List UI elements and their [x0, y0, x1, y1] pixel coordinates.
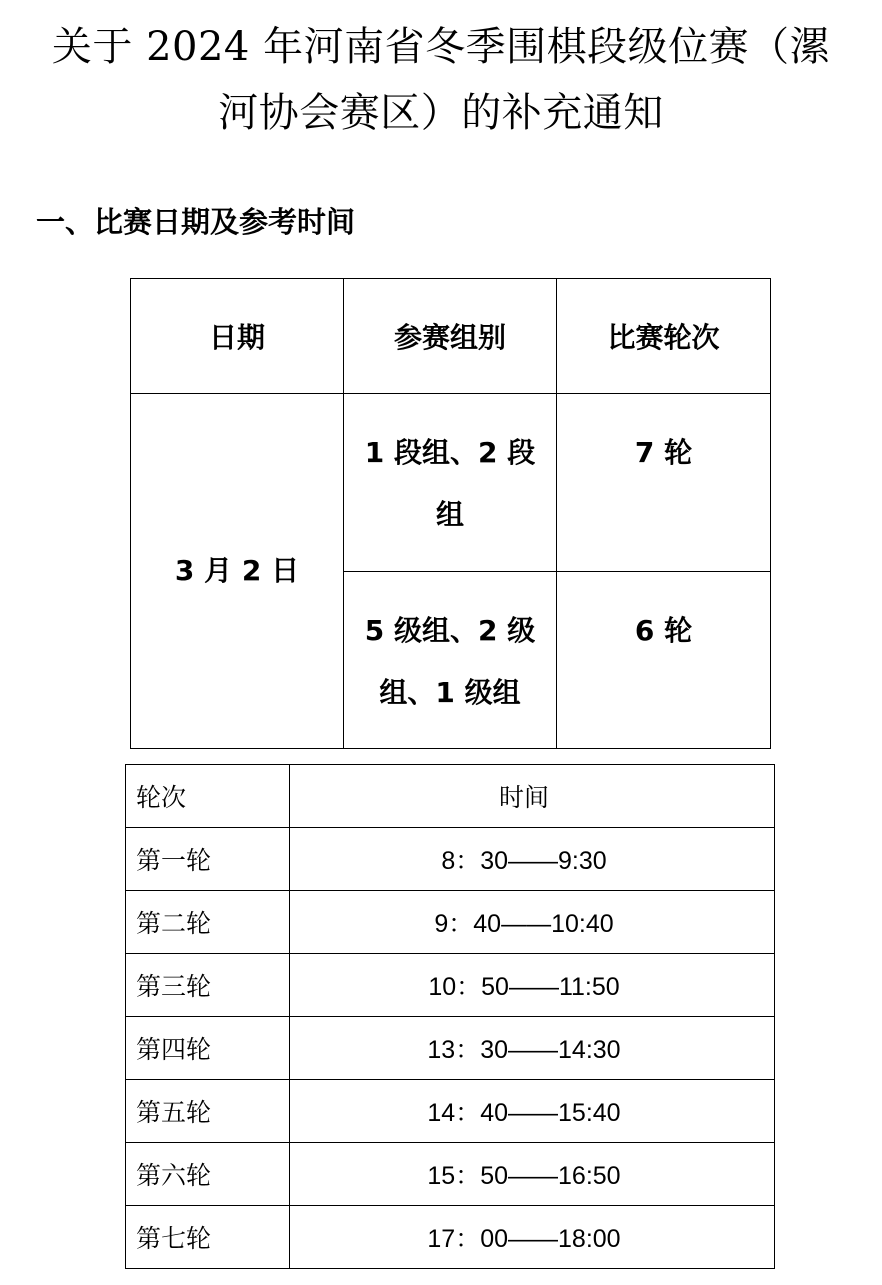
schedule-table — [130, 278, 771, 749]
schedule-date-cell — [131, 394, 344, 749]
round-time: 15：50——16:50 — [290, 1143, 775, 1206]
round-label: 第五轮 — [126, 1080, 290, 1143]
document-title-line-1: 关于 2024 年河南省冬季围棋段级位赛（漯 — [51, 24, 831, 70]
schedule-rounds-cell — [557, 394, 771, 572]
schedule-group-cell — [344, 394, 557, 572]
table-row — [126, 891, 775, 954]
round-label: 第四轮 — [126, 1017, 290, 1080]
table-row — [126, 828, 775, 891]
round-label: 第七轮 — [126, 1206, 290, 1269]
table-row — [126, 1143, 775, 1206]
schedule-group: 5 级组、2 级组、1 级组 — [364, 614, 536, 709]
round-label: 第三轮 — [126, 954, 290, 1017]
schedule-header-group: 参赛组别 — [344, 279, 557, 394]
round-times-header-time: 时间 — [290, 765, 775, 828]
document-title-line-2: 河协会赛区）的补充通知 — [218, 90, 664, 136]
table-row — [126, 1080, 775, 1143]
round-times-header-round: 轮次 — [126, 765, 290, 828]
round-label: 第一轮 — [126, 828, 290, 891]
schedule-date: 3 月 2 日 — [174, 554, 300, 587]
round-time: 17：00——18:00 — [290, 1206, 775, 1269]
round-times-header-row — [126, 765, 775, 828]
schedule-group-cell — [344, 572, 557, 749]
round-time: 14：40——15:40 — [290, 1080, 775, 1143]
round-time: 13：30——14:30 — [290, 1017, 775, 1080]
schedule-header-rounds: 比赛轮次 — [557, 279, 771, 394]
schedule-row — [131, 394, 771, 572]
round-time: 10：50——11:50 — [290, 954, 775, 1017]
table-row — [126, 1017, 775, 1080]
schedule-group: 1 段组、2 段组 — [364, 436, 536, 531]
schedule-rounds: 6 轮 — [634, 614, 693, 647]
round-time: 9：40——10:40 — [290, 891, 775, 954]
schedule-header-date: 日期 — [131, 279, 344, 394]
table-row — [126, 1206, 775, 1269]
document-title — [20, 14, 862, 146]
round-times-table — [125, 764, 775, 1269]
round-label: 第六轮 — [126, 1143, 290, 1206]
section-heading: 一、比赛日期及参考时间 — [36, 205, 356, 239]
schedule-rounds: 7 轮 — [634, 436, 693, 469]
schedule-header-row — [131, 279, 771, 394]
table-row — [126, 954, 775, 1017]
schedule-rounds-cell — [557, 572, 771, 749]
round-time: 8：30——9:30 — [290, 828, 775, 891]
round-label: 第二轮 — [126, 891, 290, 954]
